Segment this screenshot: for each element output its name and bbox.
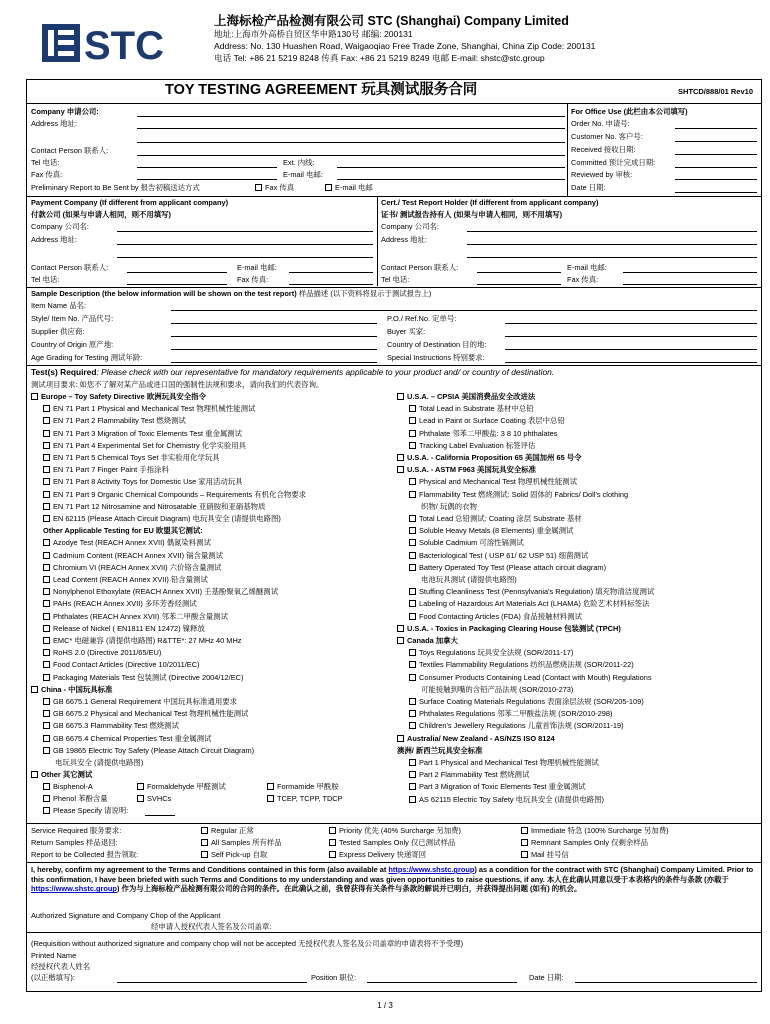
service-priority[interactable]: Priority 优先 (40% Surcharge 另加费) [329,827,461,836]
payment-contact-label: Contact Person 联系人: [31,263,109,272]
payment-address-label: Address 地址: [31,235,78,244]
office-reviewed: Reviewed by 审核: [571,170,633,179]
payment-tel-label: Tel 电话: [31,275,60,284]
intl-test-item: 可能接触到嘴的含铅产品法规 (SOR/2010-273) [421,684,574,694]
other-test-option[interactable]: Formaldehyde 甲醛测试 [137,783,226,792]
applicant-fax-label: Fax 传真: [31,170,63,179]
eu-test-checkbox[interactable] [43,430,50,437]
eu-test-item[interactable]: GB 6675.1 General Requirement 中国玩具标准通用要求 [43,698,237,707]
intl-test-item[interactable]: Soluble Heavy Metals (8 Elements) 重金属测试 [409,527,573,536]
item-name-field[interactable] [171,310,757,311]
service-regular[interactable]: Regular 正常 [201,827,254,836]
prelim-label: Preliminary Report to Be Sent by 报告初稿送达方式 [31,183,200,192]
prelim-email-option[interactable]: E-mail 电邮 [325,184,373,193]
intl-test-item[interactable]: U.S.A. - Toxics in Packaging Clearing House 包装测试 (TPCH) [397,625,621,634]
eu-test-checkbox[interactable] [43,637,50,644]
applicant-address-label: Address 地址: [31,119,78,128]
signature-note: (Requisition without authorized signature and company chop will not be accepted 无授权代表人签名及公司盖章的申请表将不予受理) [31,939,464,948]
other-test-checkbox[interactable] [267,783,274,790]
eu-test-checkbox[interactable] [43,613,50,620]
office-committed: Committed 预计完成日期: [571,158,656,167]
holder-company-field[interactable] [467,231,757,232]
other-test-option[interactable]: SVHCs [137,795,171,804]
eu-test-item[interactable]: EN 71 Part 8 Activity Toys for Domestic Use 家用活动玩具 [43,478,243,487]
intl-test-item[interactable]: AS 62115 Electric Toy Safety 电玩具安全 (请提供电路图) [409,796,604,805]
intl-test-item[interactable]: Phthalate 邻苯二甲酸盐: 3 8 10 phthalates [409,430,557,439]
intl-test-item[interactable]: Tracking Label Evaluation 标签评估 [409,442,535,451]
intl-test-item: 电池玩具测试 (请提供电路图) [421,575,517,584]
office-received: Received 接收日期: [571,145,636,154]
intl-test-item[interactable]: Canada 加拿大 [397,637,458,646]
intl-test-item[interactable]: Battery Operated Toy Test (Please attach circuit diagram) [409,564,606,573]
applicant-tel-label: Tel 电话: [31,158,60,167]
applicant-address-field-2[interactable] [137,142,565,143]
printed-name-field[interactable] [117,982,307,983]
eu-test-item[interactable]: EN 71 Part 1 Physical and Mechanical Test 物理机械性能测试 [43,405,255,414]
applicant-email-label: E-mail 电邮: [283,170,323,179]
intl-test-checkbox[interactable] [409,405,416,412]
service-required-label: Service Required 服务要求: [31,826,122,835]
applicant-company-label: Company 申请公司: [31,107,99,116]
office-order-no: Order No. 申请号: [571,119,630,128]
eu-test-checkbox[interactable] [43,564,50,571]
intl-test-item[interactable]: Australia/ New Zealand - AS/NZS ISO 8124 [397,735,555,744]
eu-test-checkbox[interactable] [43,674,50,681]
intl-test-checkbox[interactable] [409,710,416,717]
applicant-address-field[interactable] [137,128,565,129]
eu-test-item[interactable]: EN 71 Part 12 Nitrosamine and Nitrosatable 亚硝胺和亚硝基物质 [43,503,265,512]
logo-text: STC [84,24,164,66]
eu-test-item[interactable]: Packaging Materials Test 包装测试 (Directive 2004/12/EC) [43,674,243,683]
report-collected-label: Report to be Collected 报告领取: [31,850,139,859]
intl-test-item[interactable]: U.S.A. - California Proposition 65 美国加州 65 号令 [397,454,582,463]
agreement-form [26,79,762,992]
contact-line: 电话 Tel: +86 21 5219 8248 传真 Fax: +86 21 5219 8249 电邮 E-mail: shstc@stc.group [214,53,545,64]
payment-company-field[interactable] [117,231,373,232]
intl-test-checkbox[interactable] [409,564,416,571]
eu-test-checkbox[interactable] [43,503,50,510]
eu-test-item[interactable]: Cadmium Content (REACH Annex XVII) 镉含量测试 [43,552,223,561]
intl-test-item: 织物/ 玩偶的衣物 [421,501,477,511]
intl-test-item[interactable]: Labeling of Hazardous Art Materials Act (LHAMA) 危险艺术材料标签法 [409,600,649,609]
holder-address-field[interactable] [467,244,757,245]
immediate-checkbox[interactable] [521,827,528,834]
printed-name-cn: 经授权代表人姓名 [31,962,91,971]
printed-name-label: Printed Name [31,951,77,960]
company-name: 上海标检产品检测有限公司 STC (Shanghai) Company Limited [214,14,569,28]
address-en: Address: No. 130 Huashen Road, Waigaoqiao Free Trade Zone, Shanghai, China Zip Code: 200131 [214,41,596,52]
payment-email-label: E-mail 电邮: [237,263,277,272]
special-label: Special Instructions 特别要求: [387,353,485,362]
eu-test-checkbox[interactable] [43,588,50,595]
intl-test-item[interactable]: Toys Regulations 玩具安全法规 (SOR/2011-17) [409,649,573,658]
intl-test-checkbox[interactable] [409,698,416,705]
eu-test-checkbox[interactable] [31,686,38,693]
intl-test-item[interactable]: Children's Jewellery Regulations 儿童首饰法规 (SOR/2011-19) [409,722,624,731]
intl-test-item[interactable]: Total Lead 总铅测试: Coating 涂层 Substrate 基材 [409,515,582,524]
eu-test-checkbox[interactable] [43,722,50,729]
intl-test-item[interactable]: Part 3 Migration of Toxic Elements Test 重金属测试 [409,783,585,792]
applicant-email-field[interactable] [337,179,565,180]
page-number: 1 / 3 [377,1001,393,1010]
eu-test-item[interactable]: RoHS 2.0 (Directive 2011/65/EU) [43,649,161,658]
position-field[interactable] [367,982,517,983]
intl-test-item[interactable]: Stuffing Cleanliness Test (Pennsylvania's Regulation) 填充物清洁度测试 [409,588,654,597]
letterhead [0,0,770,78]
other-specify[interactable]: Please Specify 请说明: [43,807,128,816]
eu-test-checkbox[interactable] [43,600,50,607]
payment-fax-label: Fax 传真: [237,275,269,284]
intl-test-item[interactable]: Flammability Test 燃烧测试: Solid 固体的 Fabrics/ Doll's clothing [409,491,628,500]
sample-title: Sample Description (the below information will be shown on the test report) 样品描述 (以下资料将显示于测试报告上) [31,289,432,298]
stc-logo [38,22,190,66]
intl-test-item[interactable]: Bacteriological Test ( USP 61/ 62 USP 51) 细菌测试 [409,552,588,561]
eu-test-checkbox[interactable] [43,491,50,498]
intl-test-checkbox[interactable] [409,539,416,546]
other-test-checkbox[interactable] [137,783,144,790]
supplier-label: Supplier 供应商: [31,327,85,336]
all-samples-checkbox[interactable] [201,839,208,846]
other-test-option[interactable]: TCEP, TCPP, TDCP [267,795,343,804]
destination-label: Country of Destination 目的地: [387,340,487,349]
eu-test-checkbox[interactable] [43,552,50,559]
service-immediate[interactable]: Immediate 特急 (100% Surcharge 另加费) [521,827,669,836]
eu-test-item[interactable]: GB 19865 Electric Toy Safety (Please Attach Circuit Diagram) [43,747,254,756]
intl-test-item[interactable]: Part 1 Physical and Mechanical Test 物理机械性能测试 [409,759,599,768]
self-pickup-checkbox[interactable] [201,851,208,858]
eu-test-item[interactable]: GB 6675.3 Flammability Test 燃烧测试 [43,722,179,731]
intl-test-checkbox[interactable] [397,637,404,644]
other-test-checkbox[interactable] [43,795,50,802]
origin-label: Country of Origin 原产地: [31,340,114,349]
item-name-label: Item Name 品名: [31,301,87,310]
intl-test-checkbox[interactable] [397,393,404,400]
eu-test-item[interactable]: Europe – Toy Safety Directive 欧洲玩具安全指令 [31,393,206,402]
eu-test-checkbox[interactable] [43,466,50,473]
intl-test-item[interactable]: Lead in Paint or Surface Coating 表层中总铅 [409,417,565,426]
eu-test-checkbox[interactable] [43,735,50,742]
eu-test-checkbox[interactable] [43,478,50,485]
holder-title: Cert./ Test Report Holder (If different from applicant company) [381,198,599,207]
other-test-checkbox[interactable] [137,795,144,802]
eu-test-checkbox[interactable] [43,405,50,412]
regular-checkbox[interactable] [201,827,208,834]
title-row [27,80,761,104]
block-letters-label: (以正楷填写): [31,973,75,982]
holder-subtitle: 证书/ 测试报告持有人 (如果与申请人相同，则不用填写) [381,210,563,219]
terms-link-2[interactable]: https://www.shstc.group [31,884,117,894]
eu-test-item[interactable]: Chromium VI (REACH Annex XVII) 六价铬含量测试 [43,564,221,573]
eu-test-item[interactable]: GB 6675.2 Physical and Mechanical Test 物理机械性能测试 [43,710,248,719]
other-test-option[interactable]: Formamide 甲酰胺 [267,783,339,792]
intl-test-checkbox[interactable] [409,722,416,729]
intl-test-checkbox[interactable] [409,442,416,449]
intl-test-checkbox[interactable] [409,759,416,766]
eu-test-item[interactable]: Lead Content (REACH Annex XVII) 铅含量测试 [43,576,208,585]
address-cn: 地址:上海市外高桥自贸区华申路130号 邮编: 200131 [214,29,413,40]
intl-test-checkbox[interactable] [409,478,416,485]
eu-test-checkbox[interactable] [43,539,50,546]
applicant-ext-label: Ext. 内线: [283,158,315,167]
eu-test-checkbox[interactable] [43,747,50,754]
terms-link[interactable]: https://www.shstc.group [388,865,475,874]
eu-test-checkbox[interactable] [43,649,50,656]
eu-test-item[interactable]: GB 6675.4 Chemical Properties Test 重金属测试 [43,735,211,744]
payment-address-field[interactable] [117,244,373,245]
eu-test-item[interactable]: China - 中国玩具标准 [31,686,112,695]
holder-tel-label: Tel 电话: [381,275,410,284]
intl-test-checkbox[interactable] [409,417,416,424]
applicant-company-field[interactable] [137,116,565,117]
intl-test-checkbox[interactable] [397,466,404,473]
holder-address-label: Address 地址: [381,235,428,244]
eu-test-item[interactable]: Other 其它测试 [31,771,92,780]
intl-test-checkbox[interactable] [409,588,416,595]
eu-test-item: Other Applicable Testing for EU 欧盟其它测试: [43,526,203,536]
buyer-label: Buyer 买家: [387,327,426,336]
eu-test-item[interactable]: Food Contact Articles (Directive 10/2011/EC) [43,661,200,670]
intl-test-item[interactable]: Soluble Cadmium 可溶性镉测试 [409,539,524,548]
mail-checkbox[interactable] [521,851,528,858]
collect-express[interactable]: Express Delivery 快递寄回 [329,851,426,860]
specify-checkbox[interactable] [43,807,50,814]
intl-test-item[interactable]: Consumer Products Containing Lead (Contact with Mouth) Regulations [409,674,652,683]
tests-heading: Test(s) Required: Please check with our representative for mandatory requirements applicable to your product and/ or country of destination. [31,367,555,377]
intl-test-checkbox[interactable] [409,783,416,790]
intl-test-checkbox[interactable] [409,552,416,559]
other-test-option[interactable]: Phenol 苯酚含量 [43,795,108,804]
eu-test-item[interactable]: Azodye Test (REACH Annex XVII) 偶氮染料测试 [43,539,211,548]
intl-test-checkbox[interactable] [409,661,416,668]
eu-test-checkbox[interactable] [31,393,38,400]
express-checkbox[interactable] [329,851,336,858]
agreement-text: I, hereby, confirm my agreement to the Terms and Conditions contained in this form (also available at https://www.shstc.group) as a condition for the contract with STC (Shanghai) Company Limited. Prior to this confirmation, I have been briefed with such Terms and Conditions to my understanding and was given opportunities to raise questions, if any. 本人在此确认同意以受于本表格内的条件与条款 (亦载于 https://www.shstc.group) 作为与上海标检产品检测有限公司的合同的条件。在此确认之前，我曾获得有关条件与条款的解说并已明白，并获得提出问题 (如有) 的机会。 [31,865,754,894]
applicant-contact-label: Contact Person 联系人: [31,146,109,155]
eu-test-checkbox[interactable] [43,454,50,461]
return-all[interactable]: All Samples 所有样品 [201,839,282,848]
intl-test-item[interactable]: Phthalates Regulations 邻苯二甲酸盐法规 (SOR/2010-298) [409,710,612,719]
intl-test-checkbox[interactable] [409,527,416,534]
style-label: Style/ Item No. 产品代号: [31,314,114,323]
intl-test-checkbox[interactable] [409,674,416,681]
eu-test-checkbox[interactable] [43,442,50,449]
signature-label-cn: 经申请人授权代表人签名及公司盖章: [151,922,272,931]
eu-test-checkbox[interactable] [31,771,38,778]
eu-test-item[interactable]: EN 62115 (Please Attach Circuit Diagram) 电玩具安全 (请提供电路图) [43,515,281,524]
eu-test-item[interactable]: EN 71 Part 9 Organic Chemical Compounds – Requirements 有机化合物要求 [43,491,306,500]
eu-test-checkbox[interactable] [43,698,50,705]
applicant-ext-field[interactable] [337,167,565,168]
intl-test-item[interactable]: Part 2 Flammability Test 燃烧测试 [409,771,529,780]
intl-test-checkbox[interactable] [409,771,416,778]
holder-company-label: Company 公司名: [381,222,439,231]
payment-company-label: Company 公司名: [31,222,89,231]
prelim-email-checkbox[interactable] [325,184,332,191]
eu-test-item[interactable]: EN 71 Part 2 Flammability Test 燃烧测试 [43,417,186,426]
applicant-tel-field[interactable] [137,167,277,168]
eu-test-item[interactable]: PAHs (REACH Annex XVII) 多环芳香烃测试 [43,600,197,609]
intl-test-item[interactable]: Textiles Flammability Regulations 纺织品燃烧法规 (SOR/2011-22) [409,661,634,670]
intl-test-checkbox[interactable] [409,491,416,498]
eu-test-checkbox[interactable] [43,417,50,424]
intl-test-item[interactable]: Total Lead in Substrate 基材中总铅 [409,405,534,414]
intl-test-checkbox[interactable] [409,515,416,522]
signature-label: Authorized Signature and Company Chop of the Applicant [31,911,221,920]
intl-test-checkbox[interactable] [397,454,404,461]
payment-title: Payment Company (If different from applicant company) [31,198,229,207]
eu-test-item: 电玩具安全 (请提供电路图) [55,758,144,767]
collect-self[interactable]: Self Pick-up 自取 [201,851,267,860]
intl-test-item[interactable]: Food Contacting Articles (FDA) 食品接触材料测试 [409,613,582,622]
eu-test-item[interactable]: Release of Nickel ( EN1811 EN 12472) 镍释放 [43,625,205,634]
eu-test-checkbox[interactable] [43,710,50,717]
intl-test-checkbox[interactable] [409,649,416,656]
prelim-fax-option[interactable]: Fax 传真 [255,184,294,193]
other-test-checkbox[interactable] [43,783,50,790]
office-date: Date 日期: [571,183,606,192]
eu-test-item[interactable]: EN 71 Part 3 Migration of Toxic Elements Test 重金属测试 [43,430,242,439]
intl-test-checkbox[interactable] [409,796,416,803]
intl-test-item[interactable]: U.S.A. – CPSIA 美国消费品安全改进法 [397,393,535,402]
eu-test-item[interactable]: Phthalates (REACH Annex XVII) 邻苯二甲酸含量测试 [43,613,228,622]
eu-test-item[interactable]: EN 71 Part 7 Finger Paint 手指涂料 [43,466,169,475]
return-remnant[interactable]: Remnant Samples Only 仅剩余样品 [521,839,648,848]
eu-test-checkbox[interactable] [43,576,50,583]
eu-test-item[interactable]: EMC* 电磁兼容 (请提供电路图) R&TTE*: 27 MHz 40 MHz [43,637,241,646]
eu-test-checkbox[interactable] [43,661,50,668]
office-customer-no: Customer No. 客户号: [571,132,643,141]
remnant-samples-checkbox[interactable] [521,839,528,846]
specify-field[interactable] [145,815,175,816]
eu-test-checkbox[interactable] [43,515,50,522]
intl-test-checkbox[interactable] [397,735,404,742]
holder-fax-label: Fax 传真: [567,275,599,284]
tested-samples-checkbox[interactable] [329,839,336,846]
eu-test-item[interactable]: Nonylphenol Ethoxylate (REACH Annex XVII) 壬基酚聚氧乙烯醚测试 [43,588,278,597]
age-label: Age Grading for Testing 测试年龄: [31,353,143,362]
holder-contact-label: Contact Person 联系人: [381,263,459,272]
return-tested[interactable]: Tested Samples Only 仅已测试样品 [329,839,455,848]
other-test-checkbox[interactable] [267,795,274,802]
date-field[interactable] [575,982,757,983]
eu-test-checkbox[interactable] [43,625,50,632]
applicant-contact-field[interactable] [137,155,565,156]
prelim-fax-checkbox[interactable] [255,184,262,191]
intl-test-item[interactable]: Physical and Mechanical Test 物理机械性能测试 [409,478,577,487]
tests-heading-cn: 测试项目要求: 如您不了解对某产品或进口国的强制性法规和要求，请向我们的代表咨询。 [31,380,324,389]
collect-mail[interactable]: Mail 挂号信 [521,851,569,860]
intl-test-checkbox[interactable] [409,600,416,607]
date-label: Date 日期: [529,973,564,982]
applicant-fax-field[interactable] [137,179,277,180]
po-label: P.O./ Ref.No. 定单号: [387,314,457,323]
eu-test-item[interactable]: EN 71 Part 4 Experimental Set for Chemistry 化学实验用具 [43,442,246,451]
intl-test-checkbox[interactable] [409,430,416,437]
intl-test-item: 澳洲/ 新西兰玩具安全标准 [397,745,483,755]
payment-subtitle: 付款公司 (如果与申请人相同，则不用填写) [31,210,172,219]
intl-test-item[interactable]: U.S.A. - ASTM F963 美国玩具安全标准 [397,466,536,475]
office-use-title: For Office Use (此栏由本公司填写) [571,107,688,116]
intl-test-item[interactable]: Surface Coating Materials Regulations 表面涂层法规 (SOR/205-109) [409,698,644,707]
priority-checkbox[interactable] [329,827,336,834]
document-code: SHTCD/888/01 Rev10 [677,87,753,96]
eu-test-item[interactable]: EN 71 Part 5 Chemical Toys Set 非实验用化学玩具 [43,454,220,463]
position-label: Position 职位: [311,973,357,982]
intl-test-checkbox[interactable] [409,613,416,620]
intl-test-checkbox[interactable] [397,625,404,632]
return-samples-label: Return Samples 样品退回: [31,838,118,847]
other-test-option[interactable]: Bisphenol-A [43,783,93,792]
holder-email-label: E-mail 电邮: [567,263,607,272]
page-title: TOY TESTING AGREEMENT 玩具测试服务合同 [165,82,478,98]
